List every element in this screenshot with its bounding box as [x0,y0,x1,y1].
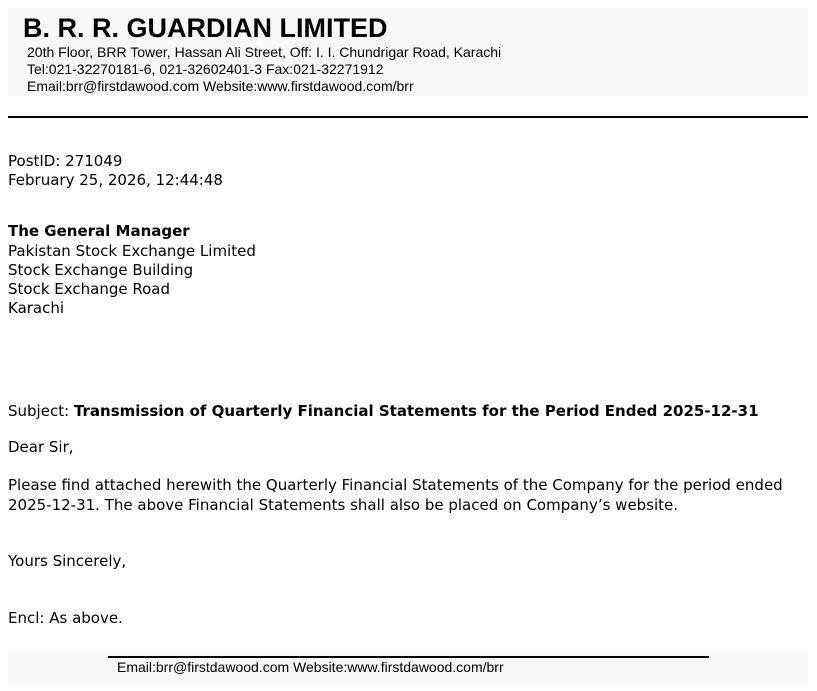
footer [8,652,808,684]
footer-email-website: Email:brr@firstdawood.com Website:www.firstdawood.com/brr [117,659,504,675]
header-divider [8,116,808,118]
subject-line [8,402,759,421]
subject-label: Subject: [8,402,70,420]
recipient-title: The General Manager [8,222,190,240]
company-phone-fax: Tel:021-32270181-6, 021-32602401-3 Fax:021-32271912 [27,61,384,77]
company-address: 20th Floor, BRR Tower, Hassan Ali Street, Off: I. I. Chundrigar Road, Karachi [27,44,502,60]
post-datetime: February 25, 2026, 12:44:48 [8,171,223,189]
salutation: Dear Sir, [8,438,74,456]
company-email-website: Email:brr@firstdawood.com Website:www.firstdawood.com/brr [27,78,414,94]
recipient-line: Pakistan Stock Exchange Limited [8,242,256,260]
enclosure: Encl: As above. [8,609,123,627]
subject-text: Transmission of Quarterly Financial Statements for the Period Ended 2025-12-31 [73,402,759,420]
recipient-line: Stock Exchange Building [8,261,194,279]
recipient-line: Stock Exchange Road [8,280,170,298]
recipient-line: Karachi [8,299,65,317]
post-id: PostID: 271049 [8,152,123,170]
letterhead [8,8,808,96]
company-name: B. R. R. GUARDIAN LIMITED [23,13,388,43]
footer-divider [108,656,709,658]
letter-body: Please find attached herewith the Quarterly Financial Statements of the Company for the period ended 2025-12-31. The above Financial Statements shall also be placed on Company’s website. [8,476,783,514]
closing: Yours Sincerely, [8,552,127,570]
